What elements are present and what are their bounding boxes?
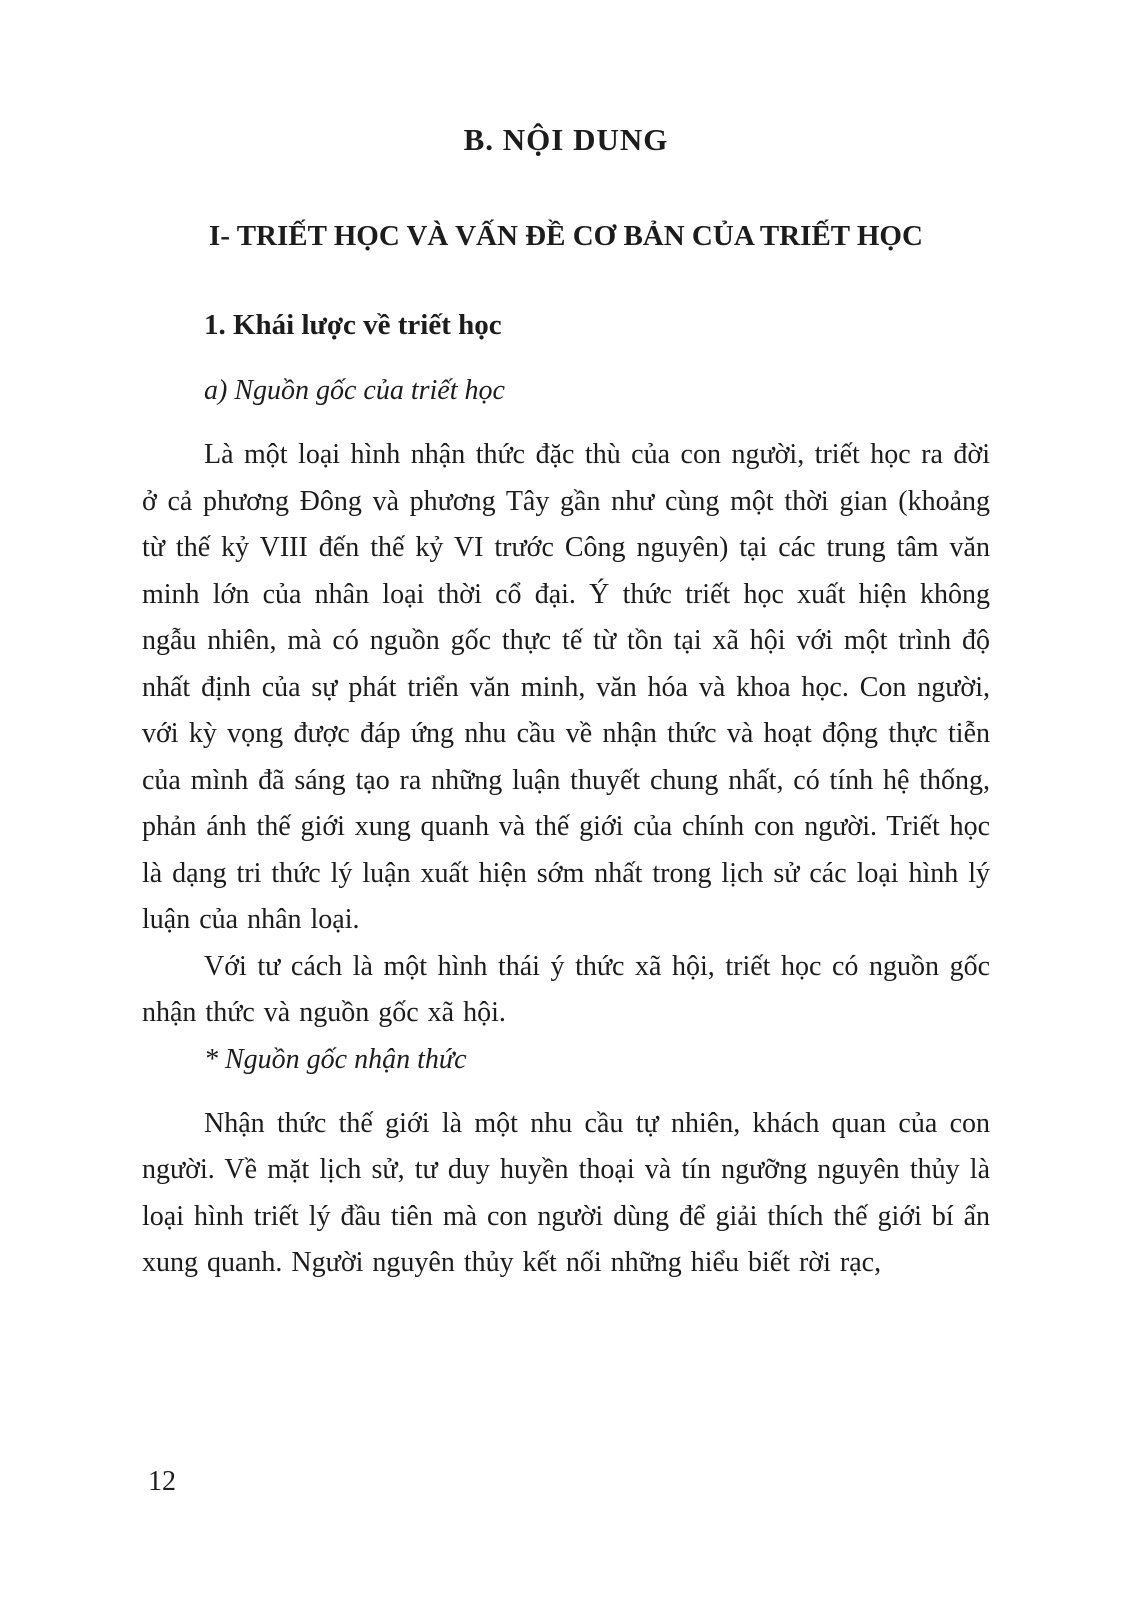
paragraph-social-consciousness: Với tư cách là một hình thái ý thức xã hội, triết học có nguồn gốc nhận thức và nguồn gốc xã hội. bbox=[142, 950, 990, 1028]
page-title: B. NỘI DUNG bbox=[463, 122, 669, 157]
subitem-heading: a) Nguồn gốc của triết học bbox=[204, 375, 505, 406]
subhead-cognitive-origin: * Nguồn gốc nhận thức bbox=[204, 1043, 467, 1075]
paragraph-origin-of-philosophy: Là một loại hình nhận thức đặc thù của con người, triết học ra đời ở cả phương Đông và phương Tây gần như cùng một thời gian (khoảng từ thế kỷ VIII đến thế kỷ VI trước Công nguyên) tại các trung tâm văn minh lớn của nhân loại thời cổ đại. Ý thức triết học xuất hiện không ngẫu nhiên, mà có nguồn gốc thực tế từ tồn tại xã hội với một trình độ nhất định của sự phát triển văn minh, văn hóa và khoa học. Con người, với kỳ vọng được đáp ứng nhu cầu về nhận thức và hoạt động thực tiễn của mình đã sáng tạo ra những luận thuyết chung nhất, có tính hệ thống, phản ánh thế giới xung quanh và thế giới của chính con người. Triết học là dạng tri thức lý luận xuất hiện sớm nhất trong lịch sử các loại hình lý luận của nhân loại. bbox=[142, 439, 990, 935]
paragraph-cognition-of-world: Nhận thức thế giới là một nhu cầu tự nhiên, khách quan của con người. Về mặt lịch sử, tư duy huyền thoại và tín ngưỡng nguyên thủy là loại hình triết lý đầu tiên mà con người dùng để giải thích thế giới bí ẩn xung quanh. Người nguyên thủy kết nối những hiểu biết rời rạc, bbox=[142, 1107, 990, 1278]
page-number: 12 bbox=[148, 1466, 176, 1497]
section-heading: I- TRIẾT HỌC VÀ VẤN ĐỀ CƠ BẢN CỦA TRIẾT HỌC bbox=[209, 220, 923, 252]
subsection-heading: 1. Khái lược về triết học bbox=[204, 309, 502, 341]
